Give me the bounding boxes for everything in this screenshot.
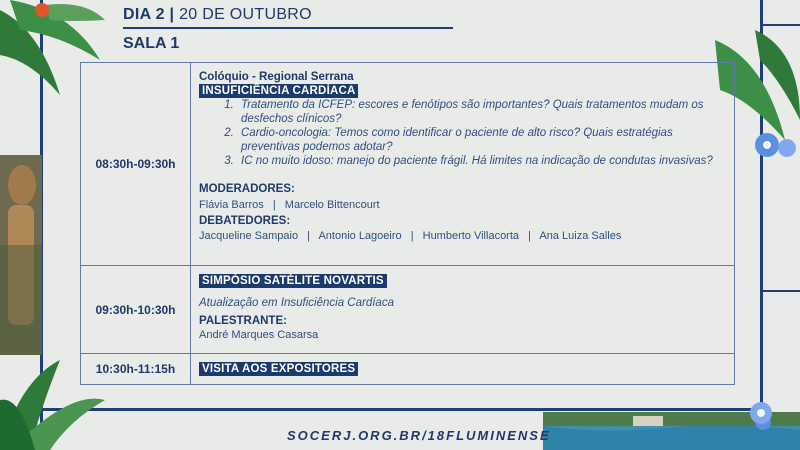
footer-url-link[interactable]: SOCERJ.ORG.BR/18FLUMINENSE	[287, 428, 551, 443]
blue-flower-bottom-right	[748, 400, 774, 426]
schedule-row-3	[81, 354, 734, 384]
moderators-list	[199, 198, 726, 212]
schedule-table	[80, 62, 735, 385]
frame-line-right-top	[760, 24, 800, 26]
session-time: 08:30h-09:30h	[81, 63, 191, 265]
day-label: DIA 2 |	[123, 6, 175, 23]
topic-item: 1. Tratamento da ICFEP: escores e fenótipos são importantes? Quais tratamentos mudam os desfechos clínicos?	[237, 98, 726, 126]
topic-item: 3. IC no muito idoso: manejo do paciente frágil. Há limites na indicação de condutas invasivas?	[237, 154, 726, 168]
session-title-bar: VISITA AOS EXPOSITORES	[199, 362, 358, 376]
room-title: SALA 1	[123, 35, 180, 52]
session-content	[199, 70, 726, 243]
name-separator: |	[528, 230, 531, 242]
statue-photo-left	[0, 155, 42, 355]
header-rule	[123, 27, 453, 29]
schedule-row-1	[81, 63, 734, 266]
session-title-bar: SIMPÓSIO SATÉLITE NOVARTIS	[199, 274, 387, 288]
session-content	[199, 362, 726, 376]
session-time: 09:30h-10:30h	[81, 266, 191, 353]
schedule-row-2	[81, 266, 734, 354]
debaters-label: DEBATEDORES:	[199, 215, 291, 227]
date-label: 20 DE OUTUBRO	[179, 6, 312, 23]
moderators-label: MODERADORES:	[199, 183, 295, 195]
frame-line-bottom	[40, 408, 763, 411]
debater-name: Antonio Lagoeiro	[318, 230, 402, 242]
frame-line-right-inner	[760, 290, 800, 292]
topic-item: 2. Cardio-oncologia: Temos como identificar o paciente de alto risco? Quais estratégias preventivas podemos adotar?	[237, 126, 726, 154]
name-separator: |	[307, 230, 310, 242]
debater-name: Ana Luiza Salles	[539, 230, 622, 242]
name-separator: |	[272, 199, 276, 211]
session-title-bar: INSUFICIÊNCIA CARDÍACA	[199, 84, 358, 98]
session-subtitle: Atualização em Insuficiência Cardíaca	[199, 297, 394, 309]
moderator-name: Flávia Barros	[199, 199, 264, 211]
speaker-name: André Marques Casarsa	[199, 329, 319, 341]
debaters-list	[199, 229, 726, 243]
speaker-label: PALESTRANTE:	[199, 315, 287, 327]
debater-name: Humberto Villacorta	[422, 230, 520, 242]
topic-list	[237, 98, 726, 168]
session-kicker: Colóquio - Regional Serrana	[199, 71, 354, 83]
name-separator: |	[410, 230, 414, 242]
day-header	[123, 6, 312, 24]
debater-name: Jacqueline Sampaio	[199, 230, 299, 242]
moderator-name: Marcelo Bittencourt	[284, 199, 380, 211]
session-content	[199, 274, 726, 342]
session-time: 10:30h-11:15h	[81, 354, 191, 384]
